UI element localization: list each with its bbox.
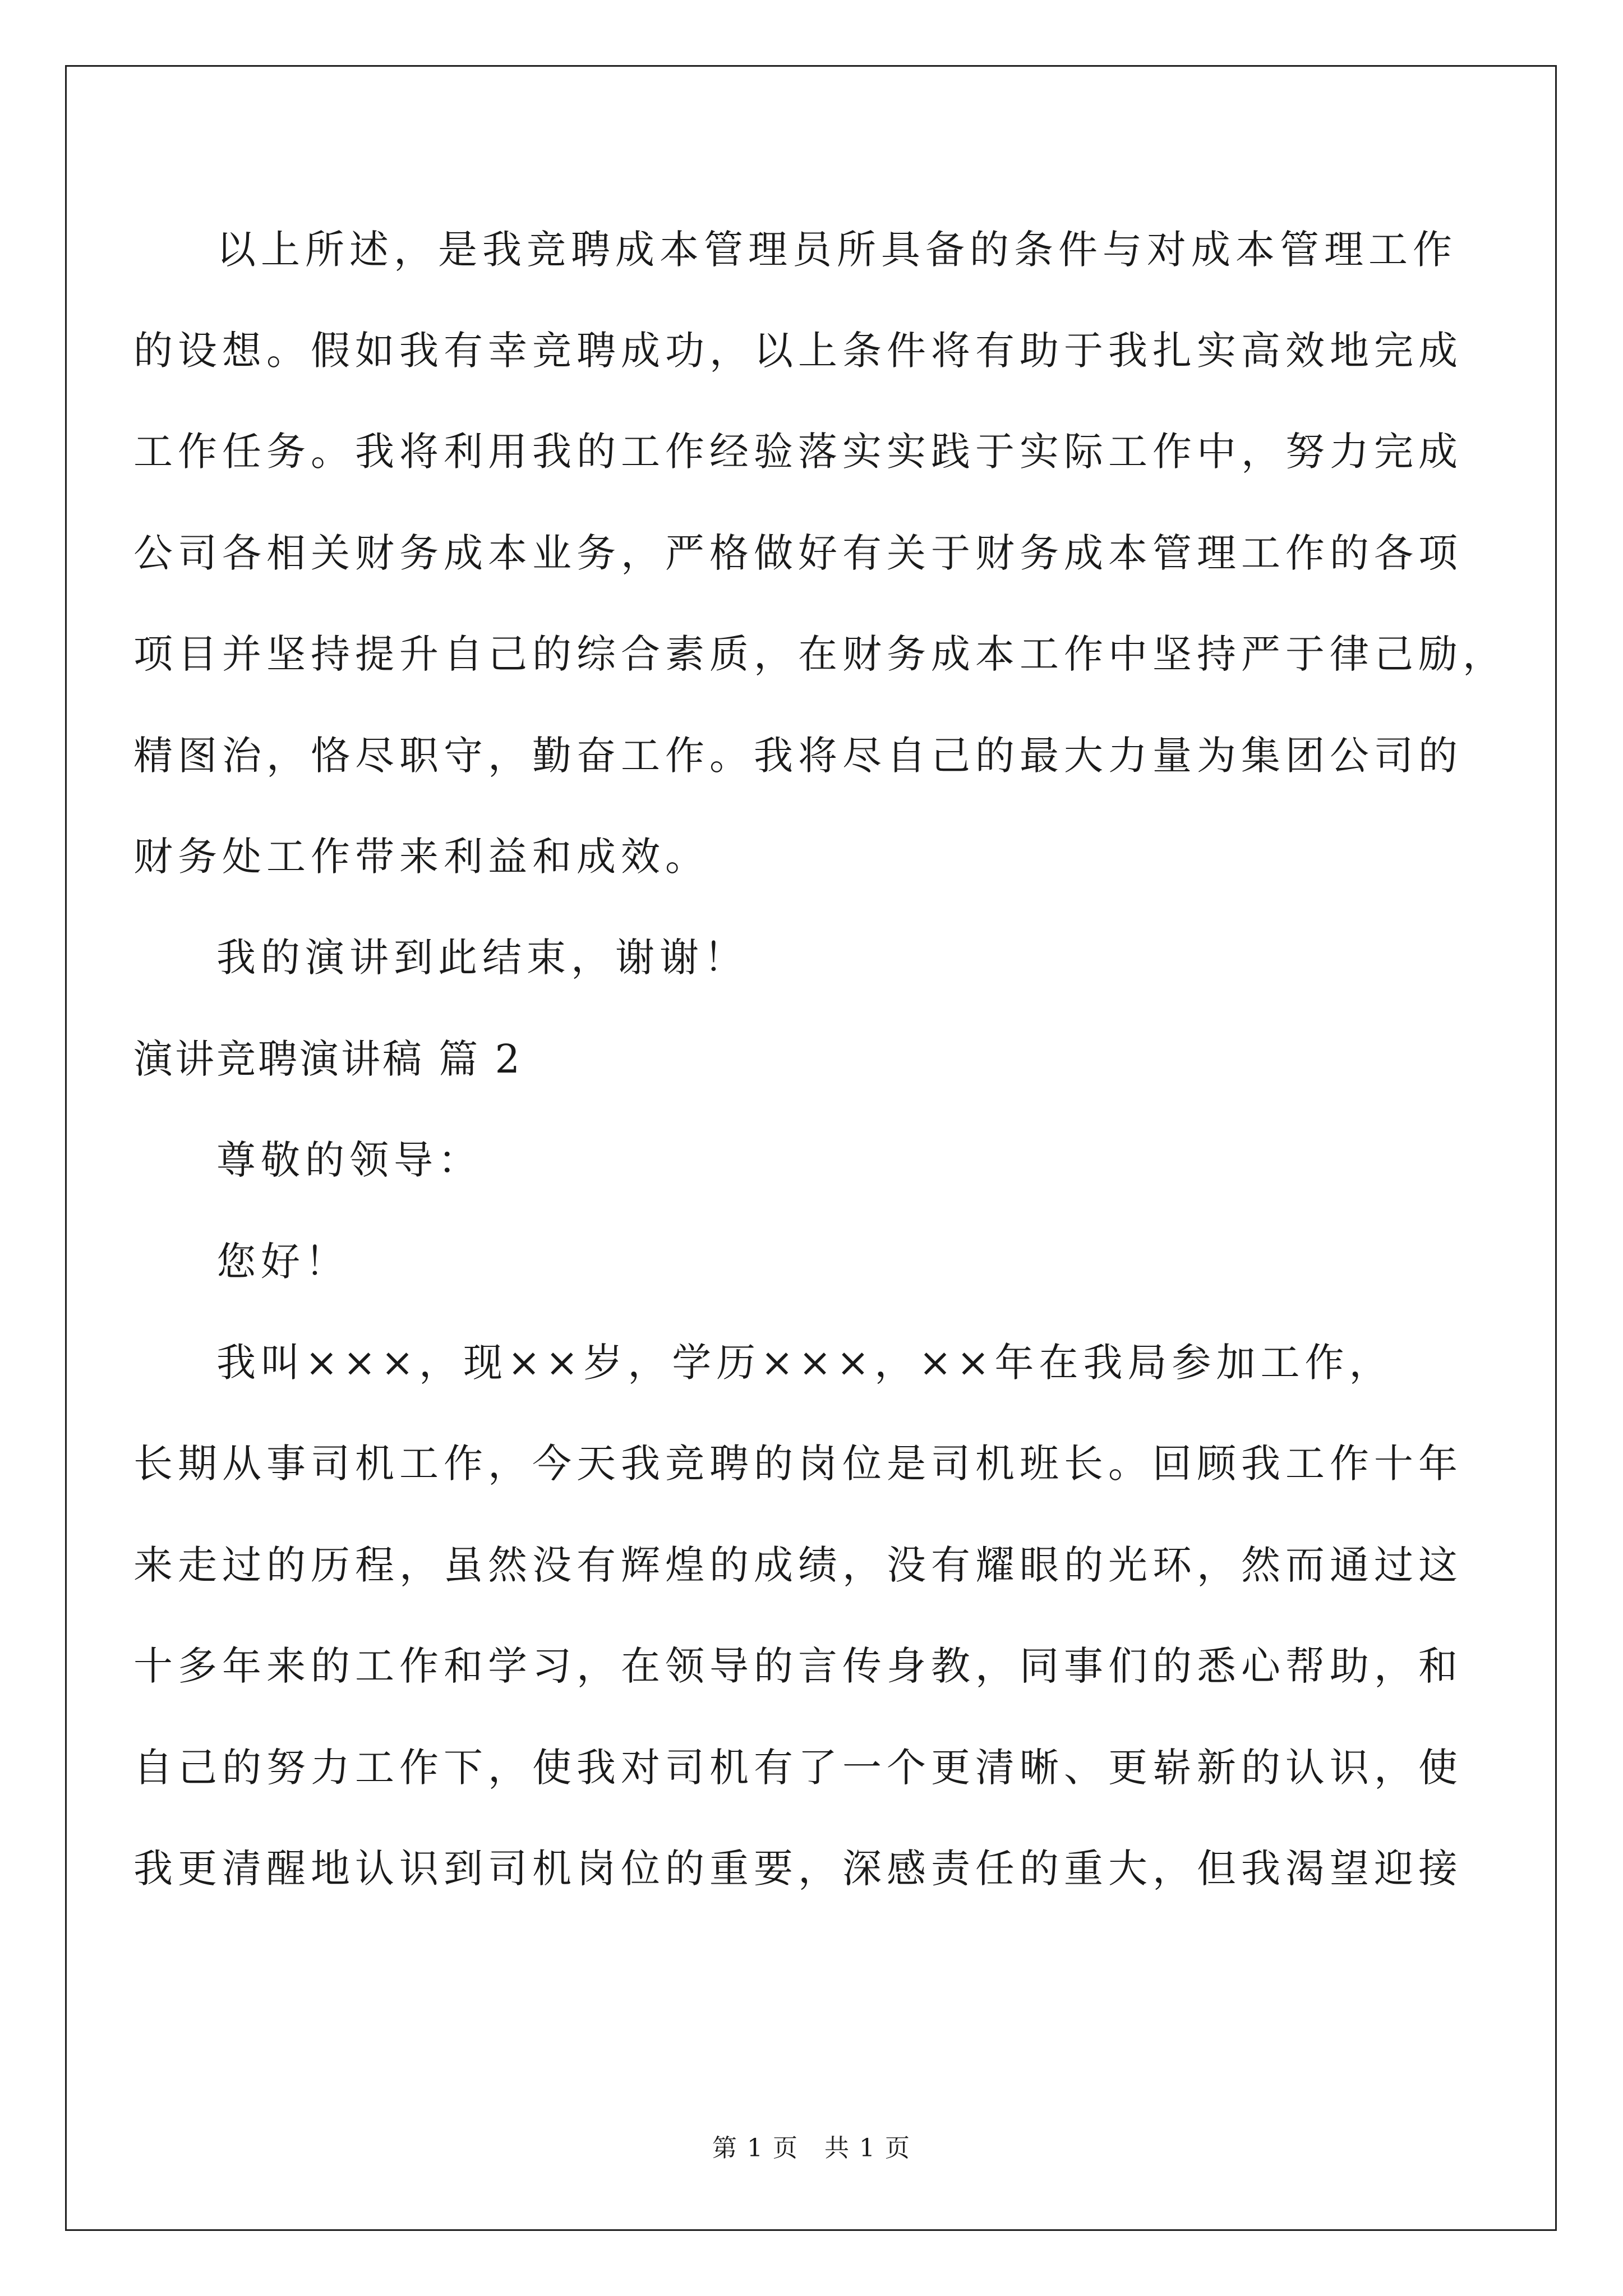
paragraph-2-line-5: 自己的努力工作下，使我对司机有了一个更清晰、更崭新的认识，使 [133,1745,1463,1791]
paragraph-1-line-7: 财务处工作带来利益和成效。 [133,834,709,880]
paragraph-1-line-5: 项目并坚持提升自己的综合素质，在财务成本工作中坚持严于律己励， [133,631,1507,677]
paragraph-2-line-2: 长期从事司机工作，今天我竞聘的岗位是司机班长。回顾我工作十年 [133,1441,1463,1487]
paragraph-2-line-4: 十多年来的工作和学习，在领导的言传身教，同事们的悉心帮助，和 [133,1643,1463,1689]
paragraph-1-line-3: 工作任务。我将利用我的工作经验落实实践于实际工作中，努力完成 [133,429,1463,475]
greeting: 您好！ [216,1239,349,1285]
section-heading: 演讲竞聘演讲稿 篇 2 [133,1036,523,1082]
paragraph-1-line-6: 精图治，恪尽职守，勤奋工作。我将尽自己的最大力量为集团公司的 [133,733,1463,779]
salutation: 尊敬的领导： [216,1137,482,1183]
paragraph-1-line-4: 公司各相关财务成本业务，严格做好有关于财务成本管理工作的各项 [133,530,1463,576]
page-number-footer: 第 1 页 共 1 页 [712,2134,911,2162]
paragraph-1-line-2: 的设想。假如我有幸竞聘成功，以上条件将有助于我扎实高效地完成 [133,328,1463,374]
paragraph-2-line-1: 我叫×××，现××岁，学历×××，××年在我局参加工作， [216,1340,1394,1386]
paragraph-2-line-6: 我更清醒地认识到司机岗位的重要，深感责任的重大，但我渴望迎接 [133,1846,1463,1892]
paragraph-1-line-1: 以上所述，是我竞聘成本管理员所具备的条件与对成本管理工作 [216,227,1457,273]
paragraph-2-line-3: 来走过的历程，虽然没有辉煌的成绩，没有耀眼的光环，然而通过这 [133,1542,1463,1588]
closing-remark: 我的演讲到此结束，谢谢！ [216,935,748,981]
